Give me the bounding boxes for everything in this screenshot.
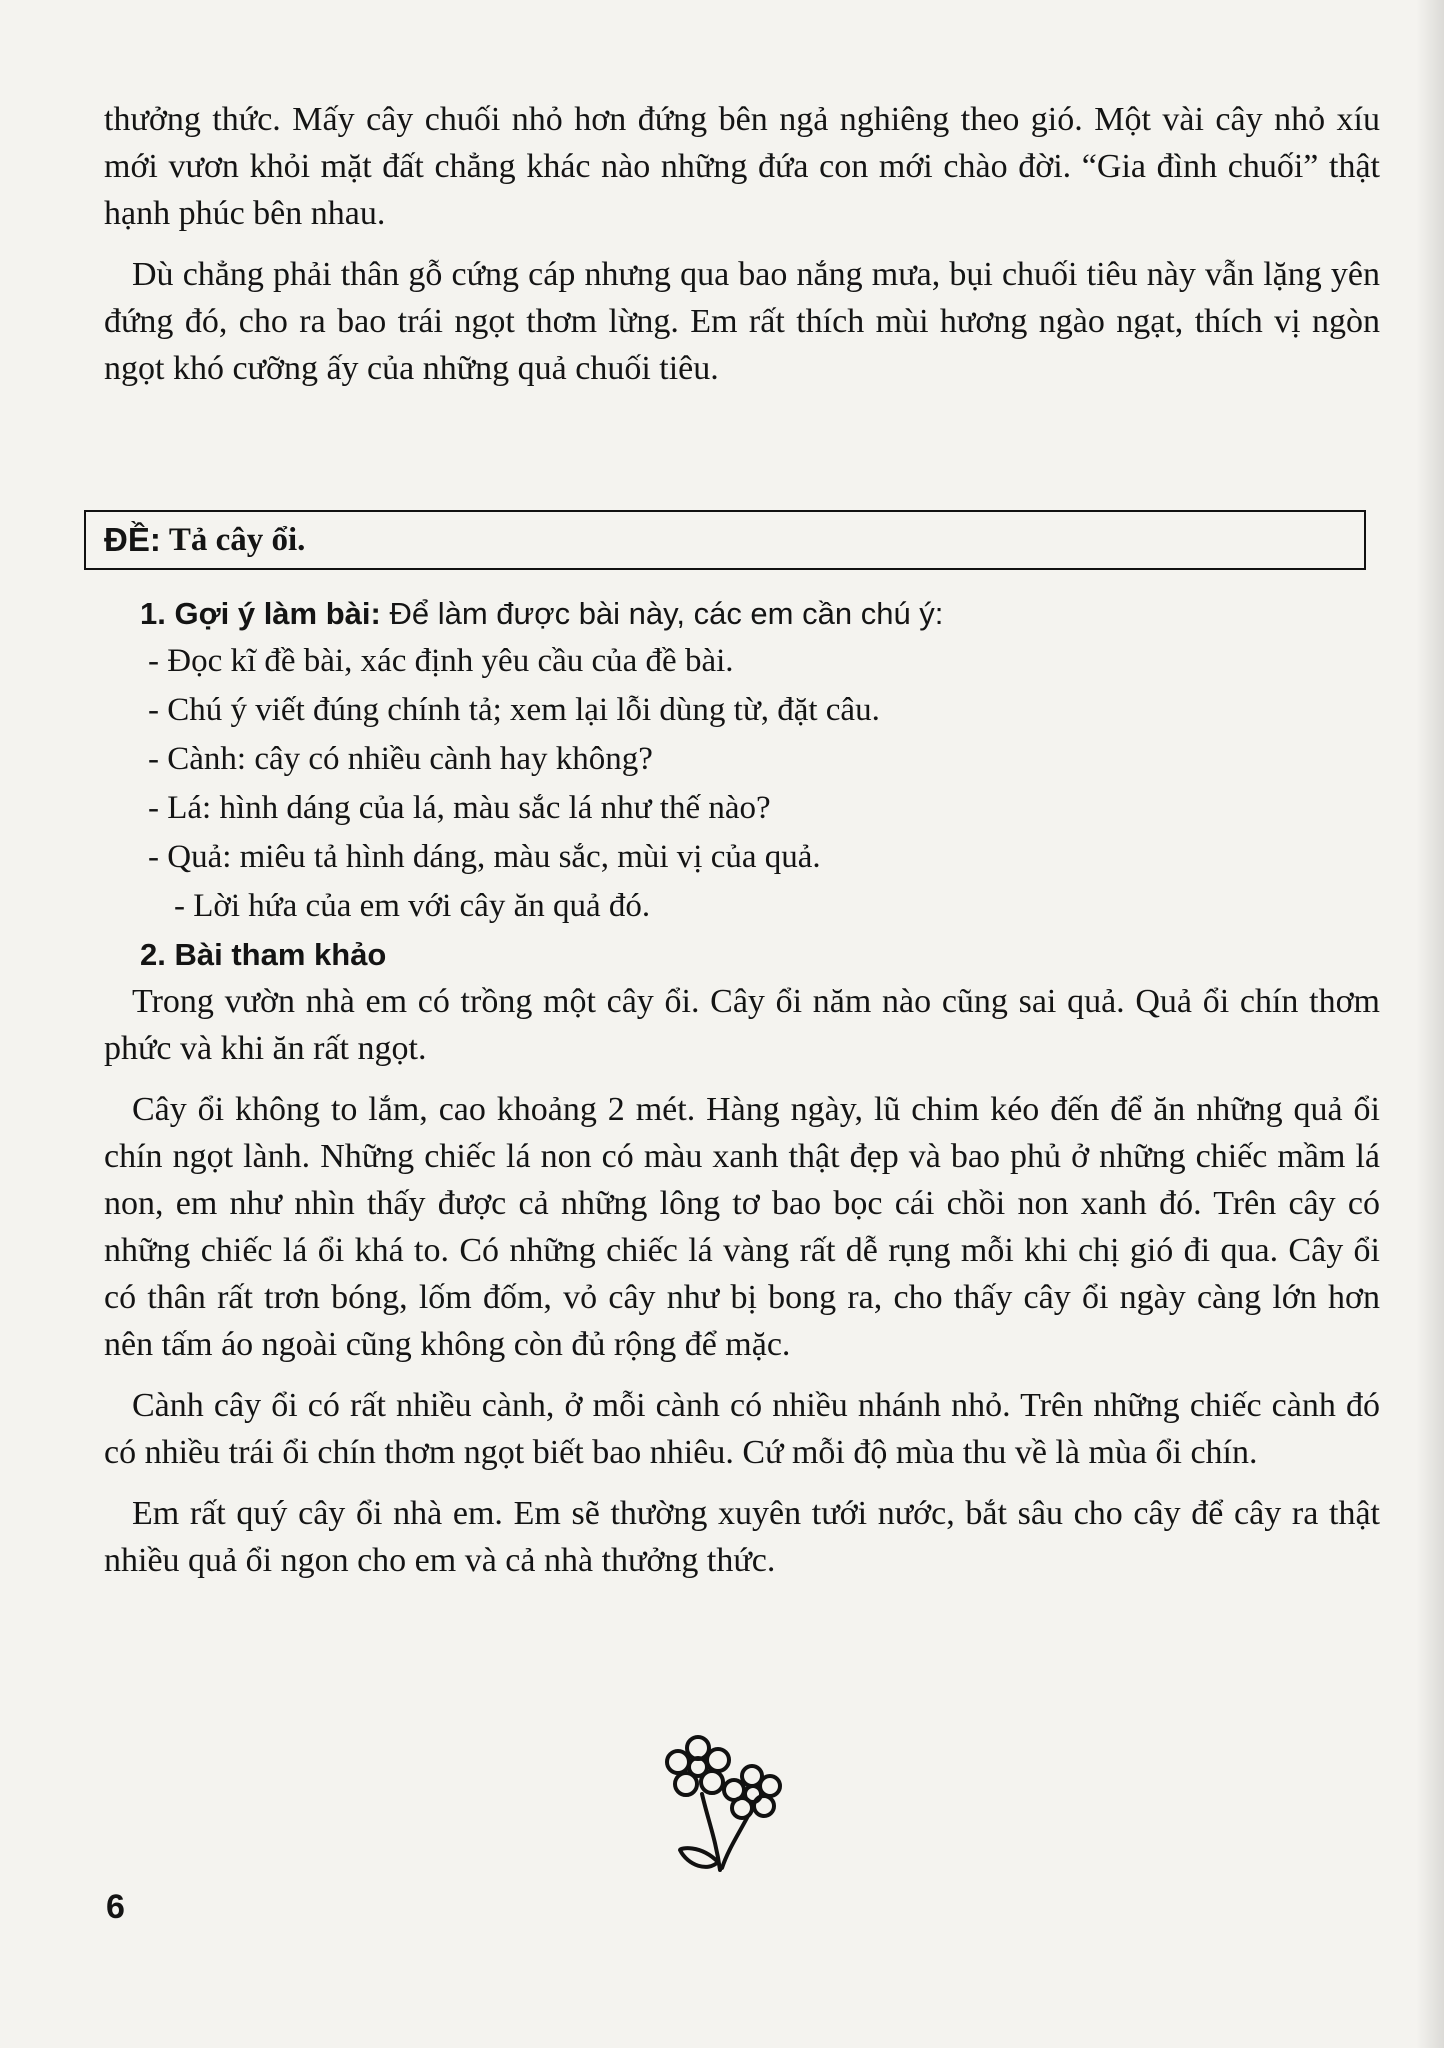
reference-paragraph-1: Trong vườn nhà em có trồng một cây ổi. Cây ổi năm nào cũng sai quả. Quả ổi chín thơm phức và khi ăn rất ngọt. [104,983,1380,1067]
flower-icon [650,1720,800,1890]
page-number: 6 [106,1888,125,1926]
reference-paragraph-3: Cành cây ổi có rất nhiều cành, ở mỗi cành có nhiều nhánh nhỏ. Trên những chiếc cành đó có nhiều trái ổi chín thơm ngọt biết bao nhiêu. Cứ mỗi độ mùa thu về là mùa ổi chín. [104,1387,1380,1471]
topic-label: ĐỀ: [104,521,161,558]
hint-heading [140,590,1380,637]
intro-text [104,96,1380,392]
topic-title: Tả cây ổi. [168,521,306,558]
reference-paragraph-2: Cây ổi không to lắm, cao khoảng 2 mét. Hàng ngày, lũ chim kéo đến để ăn những quả ổi chín ngọt lành. Những chiếc lá non có màu xanh thật đẹp và bao phủ ở những chiếc mầm lá non, em như nhìn thấy được cả những lông tơ bao bọc cái chồi non xanh đó. Trên cây có những chiếc lá ổi khá to. Có những chiếc lá vàng rất dễ rụng mỗi khi chị gió đi qua. Cây ổi có thân rất trơn bóng, lốm đốm, vỏ cây như bị bong ra, cho thấy cây ổi ngày càng lớn hơn nên tấm áo ngoài cũng không còn đủ rộng để mặc. [104,1091,1380,1363]
main-section [104,590,1380,1584]
intro-paragraph-1: thưởng thức. Mấy cây chuối nhỏ hơn đứng bên ngả nghiêng theo gió. Một vài cây nhỏ xíu mới vươn khỏi mặt đất chẳng khác nào những đứa con mới chào đời. “Gia đình chuối” thật hạnh phúc bên nhau. [104,101,1380,232]
hint-heading-bold: 1. Gợi ý làm bài: [140,596,381,631]
reference-paragraph-4: Em rất quý cây ổi nhà em. Em sẽ thường xuyên tưới nước, bắt sâu cho cây để cây ra thật nhiều quả ổi ngon cho em và cả nhà thưởng thức. [104,1495,1380,1579]
hint-bullet-6: - Lời hứa của em với cây ăn quả đó. [174,888,651,924]
page-edge-shadow [1416,0,1444,2048]
topic-box [84,510,1366,570]
hint-bullet-5: - Quả: miêu tả hình dáng, màu sắc, mùi vị của quả. [148,839,821,875]
hint-bullet-1: - Đọc kĩ đề bài, xác định yêu cầu của đề bài. [148,643,734,679]
hint-bullet-4: - Lá: hình dáng của lá, màu sắc lá như thế nào? [148,790,771,826]
intro-paragraph-2: Dù chẳng phải thân gỗ cứng cáp nhưng qua bao nắng mưa, bụi chuối tiêu này vẫn lặng yên đứng đó, cho ra bao trái ngọt thơm lừng. Em rất thích mùi hương ngào ngạt, thích vị ngòn ngọt khó cưỡng ấy của những quả chuối tiêu. [104,256,1380,387]
hint-heading-rest: Để làm được bài này, các em cần chú ý: [380,596,944,631]
reference-heading: 2. Bài tham khảo [140,937,387,972]
hint-bullet-3: - Cành: cây có nhiều cành hay không? [148,741,653,777]
hint-bullet-2: - Chú ý viết đúng chính tả; xem lại lỗi dùng từ, đặt câu. [148,692,880,728]
